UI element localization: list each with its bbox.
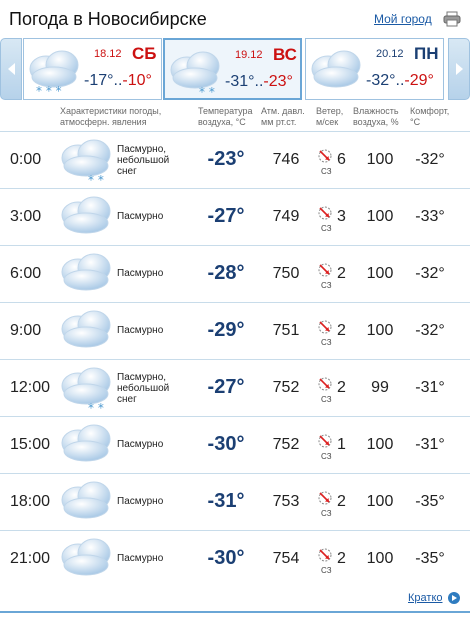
row-conditions	[117, 439, 163, 450]
table-row	[0, 246, 470, 303]
row-wind-speed: 1	[337, 436, 346, 453]
snowflake-marks: * * *	[36, 84, 62, 97]
cloud-snow-icon	[58, 364, 116, 419]
day-temp-separator: ..	[254, 73, 264, 90]
cloud-icon	[58, 421, 116, 476]
page-header	[0, 0, 470, 38]
day-temp-high: -32°	[366, 72, 396, 89]
row-comfort: -31°	[415, 379, 445, 396]
col-header-temperature	[198, 106, 253, 128]
day-temp-separator: ..	[395, 72, 405, 89]
row-pressure: 746	[272, 151, 300, 168]
row-temperature: -28°	[207, 262, 245, 284]
col-header-line: Комфорт,	[410, 106, 450, 116]
arrow-right-circle-icon[interactable]	[448, 592, 460, 604]
wind-direction-icon	[317, 319, 333, 340]
condition-line: Пасмурно	[117, 439, 164, 450]
row-time: 9:00	[10, 322, 42, 339]
col-header-line: Атм. давл.	[261, 106, 305, 116]
condition-line: Пасмурно	[117, 496, 164, 507]
wind-direction-icon	[317, 547, 333, 568]
table-row	[0, 303, 470, 360]
wind-direction-icon	[317, 148, 333, 169]
row-comfort: -32°	[415, 265, 445, 282]
row-pressure: 752	[272, 379, 300, 396]
day-date: 19.12	[235, 49, 263, 61]
row-temperature: -30°	[207, 547, 245, 569]
row-time: 3:00	[10, 208, 42, 225]
col-header-conditions	[60, 106, 161, 128]
col-header-line: Влажность	[353, 106, 399, 116]
day-of-week: ПН	[414, 44, 439, 63]
row-time: 12:00	[10, 379, 51, 396]
condition-line: Пасмурно	[117, 325, 164, 336]
col-header-line: м/сек	[316, 117, 339, 127]
condition-line: Пасмурно	[117, 211, 164, 222]
col-header-line: мм рт.ст.	[261, 117, 297, 127]
wind-direction-icon	[317, 433, 333, 454]
cloud-snow-icon	[58, 136, 116, 191]
printer-icon[interactable]	[443, 11, 461, 27]
row-humidity: 100	[366, 322, 394, 339]
wind-direction-icon	[317, 490, 333, 511]
day-temp-range	[225, 73, 293, 91]
cloud-icon	[58, 478, 116, 533]
day-date: 18.12	[94, 48, 122, 60]
day-card-active[interactable]	[163, 38, 302, 100]
day-of-week: ВС	[273, 45, 297, 64]
row-wind-speed: 2	[337, 493, 346, 510]
condition-line: Пасмурно,	[117, 372, 167, 383]
day-temp-low: -29°	[404, 72, 434, 89]
condition-line: снег	[117, 394, 137, 405]
cloud-icon	[58, 250, 116, 305]
cloud-icon	[58, 307, 116, 362]
condition-line: Пасмурно,	[117, 144, 167, 155]
row-conditions	[117, 372, 169, 405]
day-date: 20.12	[376, 48, 404, 60]
row-wind-direction: СЗ	[321, 395, 332, 404]
cloud-icon	[58, 535, 116, 590]
arrow-left-icon	[8, 63, 15, 75]
row-comfort: -32°	[415, 151, 445, 168]
col-header-comfort	[410, 106, 449, 128]
row-wind-direction: СЗ	[321, 224, 332, 233]
arrow-right-icon	[456, 63, 463, 75]
row-comfort: -35°	[415, 493, 445, 510]
table-row	[0, 474, 470, 531]
snowflake-marks: * *	[199, 85, 215, 98]
row-wind-direction: СЗ	[321, 167, 332, 176]
table-row	[0, 132, 470, 189]
row-temperature: -31°	[207, 490, 245, 512]
day-of-week: СБ	[132, 44, 157, 63]
day-temp-high: -31°	[225, 73, 255, 90]
row-wind-speed: 2	[337, 379, 346, 396]
row-wind-speed: 3	[337, 208, 346, 225]
cloud-snow-icon	[167, 46, 225, 103]
row-time: 0:00	[10, 151, 42, 168]
col-header-line: °С	[410, 117, 421, 127]
wind-direction-icon	[317, 205, 333, 226]
col-header-line: атмосферн. явления	[60, 117, 147, 127]
row-wind-direction: СЗ	[321, 509, 332, 518]
row-pressure: 753	[272, 493, 300, 510]
brief-link[interactable]: Кратко	[408, 592, 443, 604]
day-card[interactable]	[23, 38, 162, 100]
row-time: 18:00	[10, 493, 51, 510]
row-conditions	[117, 325, 163, 336]
day-temp-high: -17°	[84, 72, 114, 89]
row-temperature: -27°	[207, 376, 245, 398]
footer-divider	[0, 611, 470, 613]
row-humidity: 100	[366, 208, 394, 225]
row-humidity: 100	[366, 550, 394, 567]
page-footer	[0, 587, 470, 619]
row-wind-speed: 2	[337, 550, 346, 567]
row-conditions	[117, 211, 163, 222]
table-row	[0, 189, 470, 246]
col-header-pressure	[261, 106, 305, 128]
prev-day-button[interactable]	[0, 38, 22, 100]
row-wind-direction: СЗ	[321, 338, 332, 347]
row-time: 6:00	[10, 265, 42, 282]
cloud-icon	[58, 193, 116, 248]
row-humidity: 100	[366, 436, 394, 453]
row-wind-speed: 2	[337, 265, 346, 282]
row-wind-speed: 6	[337, 151, 346, 168]
row-comfort: -32°	[415, 322, 445, 339]
condition-line: Пасмурно	[117, 268, 164, 279]
row-humidity: 100	[366, 151, 394, 168]
col-header-line: Температура	[198, 106, 253, 116]
row-comfort: -31°	[415, 436, 445, 453]
row-temperature: -23°	[207, 148, 245, 170]
col-header-line: Характеристики погоды,	[60, 106, 162, 116]
cloud-icon	[308, 45, 366, 102]
row-conditions	[117, 553, 163, 564]
row-temperature: -30°	[207, 433, 245, 455]
row-pressure: 750	[272, 265, 300, 282]
col-header-line: воздуха, %	[353, 117, 399, 127]
row-pressure: 751	[272, 322, 300, 339]
snowflake-marks: * *	[88, 173, 104, 186]
row-humidity: 100	[366, 493, 394, 510]
row-wind-direction: СЗ	[321, 566, 332, 575]
next-day-button[interactable]	[448, 38, 470, 100]
day-temp-range	[84, 72, 152, 90]
snowflake-marks: * *	[88, 401, 104, 414]
row-temperature: -29°	[207, 319, 245, 341]
row-humidity: 99	[371, 379, 389, 396]
condition-line: снег	[117, 166, 137, 177]
row-wind-direction: СЗ	[321, 452, 332, 461]
condition-line: Пасмурно	[117, 553, 164, 564]
row-wind-speed: 2	[337, 322, 346, 339]
row-comfort: -33°	[415, 208, 445, 225]
wind-direction-icon	[317, 262, 333, 283]
condition-line: небольшой	[117, 383, 170, 394]
row-pressure: 749	[272, 208, 300, 225]
my-city-link[interactable]: Мой город	[374, 12, 432, 26]
cloud-snow-icon	[26, 45, 84, 102]
table-row	[0, 360, 470, 417]
page-title: Погода в Новосибирске	[9, 9, 207, 29]
col-header-humidity	[353, 106, 399, 128]
row-pressure: 754	[272, 550, 300, 567]
row-temperature: -27°	[207, 205, 245, 227]
row-comfort: -35°	[415, 550, 445, 567]
day-card[interactable]	[305, 38, 444, 100]
row-conditions	[117, 144, 169, 177]
row-pressure: 752	[272, 436, 300, 453]
condition-line: небольшой	[117, 155, 170, 166]
row-conditions	[117, 268, 163, 279]
row-wind-direction: СЗ	[321, 281, 332, 290]
day-temp-low: -23°	[263, 73, 293, 90]
day-selector	[0, 38, 470, 102]
row-humidity: 100	[366, 265, 394, 282]
col-header-line: Ветер,	[316, 106, 344, 116]
day-temp-range	[366, 72, 434, 90]
table-row	[0, 417, 470, 474]
wind-direction-icon	[317, 376, 333, 397]
row-conditions	[117, 496, 163, 507]
col-header-line: воздуха, °С	[198, 117, 246, 127]
day-temp-separator: ..	[113, 72, 123, 89]
row-time: 21:00	[10, 550, 51, 567]
day-temp-low: -10°	[122, 72, 152, 89]
table-row	[0, 531, 470, 588]
col-header-wind	[316, 106, 343, 128]
row-time: 15:00	[10, 436, 51, 453]
